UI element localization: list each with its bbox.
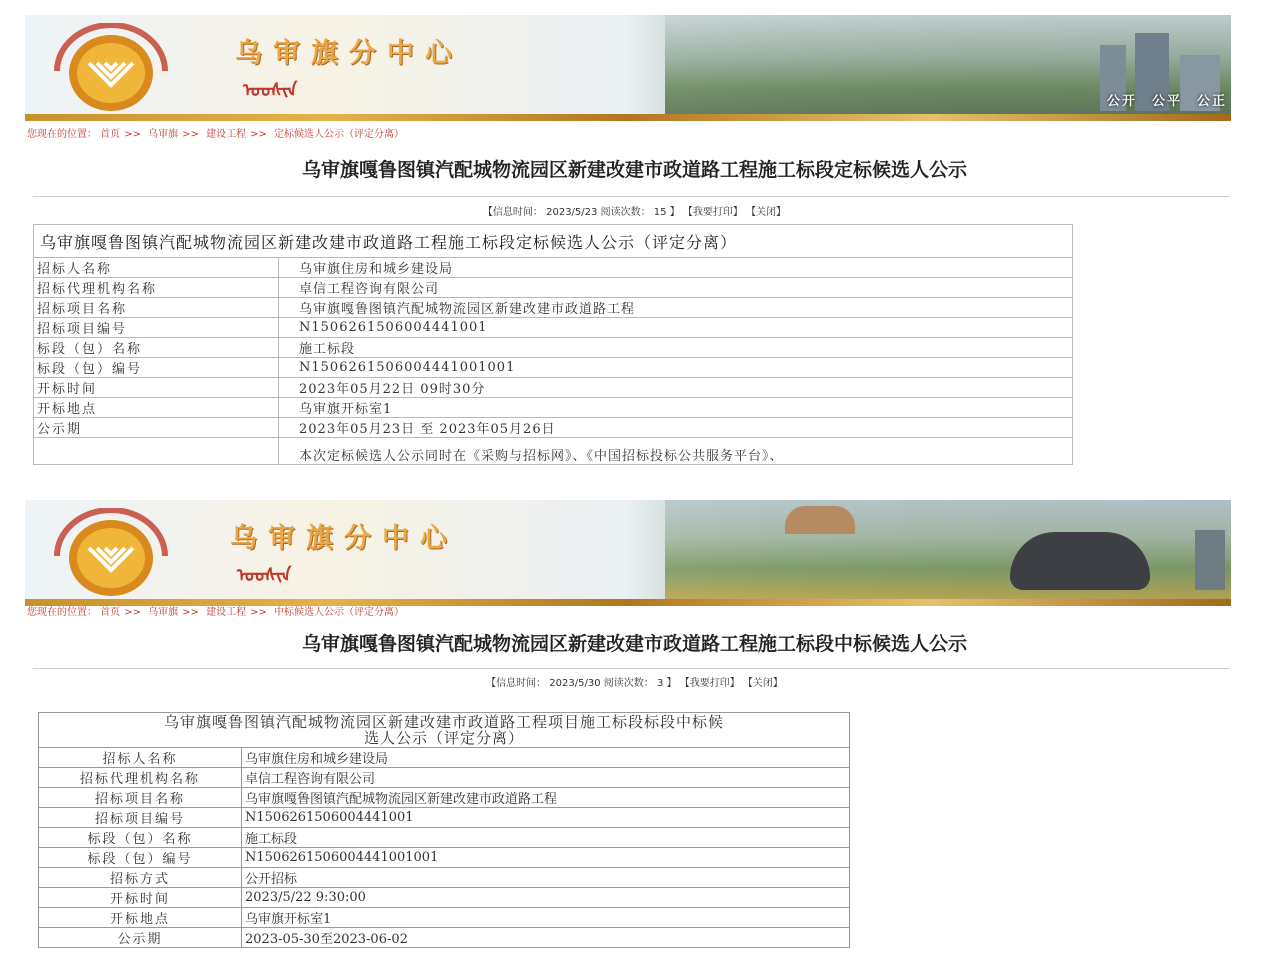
page-screenshot-2 xyxy=(0,488,1269,954)
table-row xyxy=(34,398,1073,418)
row-value: N1506261506004441001 xyxy=(279,318,1073,338)
row-label: 招标项目编号 xyxy=(34,318,279,338)
table-row xyxy=(39,748,850,768)
banner-mongolian-text: ᠤᠤᠰᠢᠨ xyxy=(237,565,292,586)
row-label: 开标地点 xyxy=(39,908,242,928)
info-meta-bar xyxy=(0,203,1269,218)
breadcrumb-region[interactable]: 乌审旗 xyxy=(148,129,179,140)
row-label: 招标代理机构名称 xyxy=(39,768,242,788)
trading-center-logo-icon xyxy=(47,23,175,115)
banner-slogan: 公开 公平 公正 xyxy=(1106,94,1227,109)
read-count-label: 阅读次数： xyxy=(600,207,651,218)
row-label: 标段（包）编号 xyxy=(34,358,279,378)
banner-stripe xyxy=(25,114,1231,121)
row-label: 开标地点 xyxy=(34,398,279,418)
table-row xyxy=(34,378,1073,398)
caption-line: 乌审旗嘎鲁图镇汽配城物流园区新建改建市政道路工程项目施工标段标段中标候 xyxy=(163,713,724,731)
banner-building xyxy=(1195,530,1225,590)
info-time: 2023/5/30 xyxy=(549,678,601,689)
banner-mongolian-text: ᠤᠤᠰᠢᠨ xyxy=(243,80,298,101)
row-value: 2023/5/22 9:30:00 xyxy=(242,888,850,908)
row-value: N1506261506004441001001 xyxy=(279,358,1073,378)
banner-brand-title: 乌审旗分中心 xyxy=(230,523,458,554)
row-value: 乌审旗开标室1 xyxy=(242,908,850,928)
breadcrumb-current[interactable]: 中标候选人公示（评定分离） xyxy=(274,607,405,618)
row-label: 公示期 xyxy=(39,928,242,948)
row-value: 乌审旗嘎鲁图镇汽配城物流园区新建改建市政道路工程 xyxy=(279,298,1073,318)
row-label: 招标项目名称 xyxy=(39,788,242,808)
breadcrumb-prefix: 您现在的位置： xyxy=(27,607,97,618)
table-row xyxy=(39,828,850,848)
row-label: 公示期 xyxy=(34,418,279,438)
row-label: 招标方式 xyxy=(39,868,242,888)
read-count: 15 xyxy=(653,207,667,218)
print-link[interactable]: 【我要打印】 xyxy=(679,678,740,689)
row-label: 招标项目名称 xyxy=(34,298,279,318)
page-title: 乌审旗嘎鲁图镇汽配城物流园区新建改建市政道路工程施工标段中标候选人公示 xyxy=(301,633,967,655)
divider xyxy=(33,196,1230,197)
breadcrumb-category[interactable]: 建设工程 xyxy=(206,129,247,140)
row-value: 本次定标候选人公示同时在《采购与招标网》、《中国招标投标公共服务平台》、 xyxy=(279,438,1073,465)
row-value: N1506261506004441001001 xyxy=(242,848,850,868)
caption-line: 选人公示（评定分离） xyxy=(363,729,524,747)
row-label: 开标时间 xyxy=(39,888,242,908)
close-link[interactable]: 【关闭】 xyxy=(746,207,787,218)
row-value: 卓信工程咨询有限公司 xyxy=(279,278,1073,298)
page-title: 乌审旗嘎鲁图镇汽配城物流园区新建改建市政道路工程施工标段定标候选人公示 xyxy=(301,159,967,181)
row-value: 施工标段 xyxy=(279,338,1073,358)
table-row xyxy=(34,438,1073,465)
notice-table-caption xyxy=(39,713,850,748)
meta-bracket: 】 xyxy=(666,678,677,689)
row-value: 2023年05月22日 09时30分 xyxy=(279,378,1073,398)
row-value: 2023-05-30至2023-06-02 xyxy=(242,928,850,948)
row-label: 标段（包）名称 xyxy=(39,828,242,848)
row-value: 乌审旗住房和城乡建设局 xyxy=(279,258,1073,278)
table-row xyxy=(34,358,1073,378)
row-label: 招标代理机构名称 xyxy=(34,278,279,298)
banner-brand-title: 乌审旗分中心 xyxy=(235,38,463,69)
row-label: 标段（包）名称 xyxy=(34,338,279,358)
row-label: 招标人名称 xyxy=(34,258,279,278)
row-value: 施工标段 xyxy=(242,828,850,848)
row-label: 标段（包）编号 xyxy=(39,848,242,868)
breadcrumb-home[interactable]: 首页 xyxy=(100,607,121,618)
table-row xyxy=(39,768,850,788)
breadcrumb-prefix: 您现在的位置： xyxy=(27,129,97,140)
banner-stadium xyxy=(785,506,855,534)
breadcrumb-category[interactable]: 建设工程 xyxy=(206,607,247,618)
table-row xyxy=(39,788,850,808)
close-link[interactable]: 【关闭】 xyxy=(742,678,783,689)
read-count-label: 阅读次数： xyxy=(603,678,654,689)
notice-table xyxy=(33,224,1073,465)
meta-bracket: 】 xyxy=(669,207,680,218)
trading-center-logo-icon xyxy=(47,508,175,600)
row-label xyxy=(34,438,279,465)
table-row xyxy=(39,928,850,948)
row-value: 2023年05月23日 至 2023年05月26日 xyxy=(279,418,1073,438)
info-time-label: 【信息时间： xyxy=(486,678,547,689)
table-row xyxy=(34,418,1073,438)
breadcrumb: 您现在的位置： 首页 >> 乌审旗 >> 建设工程 >> 定标候选人公示（评定分离） xyxy=(27,129,405,140)
info-meta-bar xyxy=(0,674,1269,689)
row-value: 卓信工程咨询有限公司 xyxy=(242,768,850,788)
read-count: 3 xyxy=(656,678,664,689)
table-row xyxy=(34,338,1073,358)
table-row xyxy=(34,258,1073,278)
table-row xyxy=(39,848,850,868)
table-row xyxy=(34,278,1073,298)
table-row xyxy=(34,318,1073,338)
notice-table-caption: 乌审旗嘎鲁图镇汽配城物流园区新建改建市政道路工程施工标段定标候选人公示（评定分离） xyxy=(34,225,1073,258)
breadcrumb-region[interactable]: 乌审旗 xyxy=(148,607,179,618)
info-time: 2023/5/23 xyxy=(546,207,598,218)
divider xyxy=(33,668,1230,669)
site-banner xyxy=(25,500,1231,606)
row-value: N1506261506004441001 xyxy=(242,808,850,828)
row-label: 招标项目编号 xyxy=(39,808,242,828)
table-row xyxy=(39,888,850,908)
notice-table xyxy=(38,712,850,948)
info-time-label: 【信息时间： xyxy=(482,207,543,218)
print-link[interactable]: 【我要打印】 xyxy=(682,207,743,218)
table-row xyxy=(34,298,1073,318)
table-row xyxy=(39,868,850,888)
table-row xyxy=(39,808,850,828)
table-row xyxy=(39,908,850,928)
row-value: 乌审旗住房和城乡建设局 xyxy=(242,748,850,768)
row-label: 招标人名称 xyxy=(39,748,242,768)
row-value: 乌审旗开标室1 xyxy=(279,398,1073,418)
banner-city-photo xyxy=(665,500,1231,606)
banner-arena xyxy=(1010,532,1150,590)
site-banner xyxy=(25,15,1231,121)
breadcrumb: 您现在的位置： 首页 >> 乌审旗 >> 建设工程 >> 中标候选人公示（评定分离） xyxy=(27,607,405,618)
breadcrumb-home[interactable]: 首页 xyxy=(100,129,121,140)
row-value: 乌审旗嘎鲁图镇汽配城物流园区新建改建市政道路工程 xyxy=(242,788,850,808)
breadcrumb-current[interactable]: 定标候选人公示（评定分离） xyxy=(274,129,405,140)
row-label: 开标时间 xyxy=(34,378,279,398)
row-value: 公开招标 xyxy=(242,868,850,888)
